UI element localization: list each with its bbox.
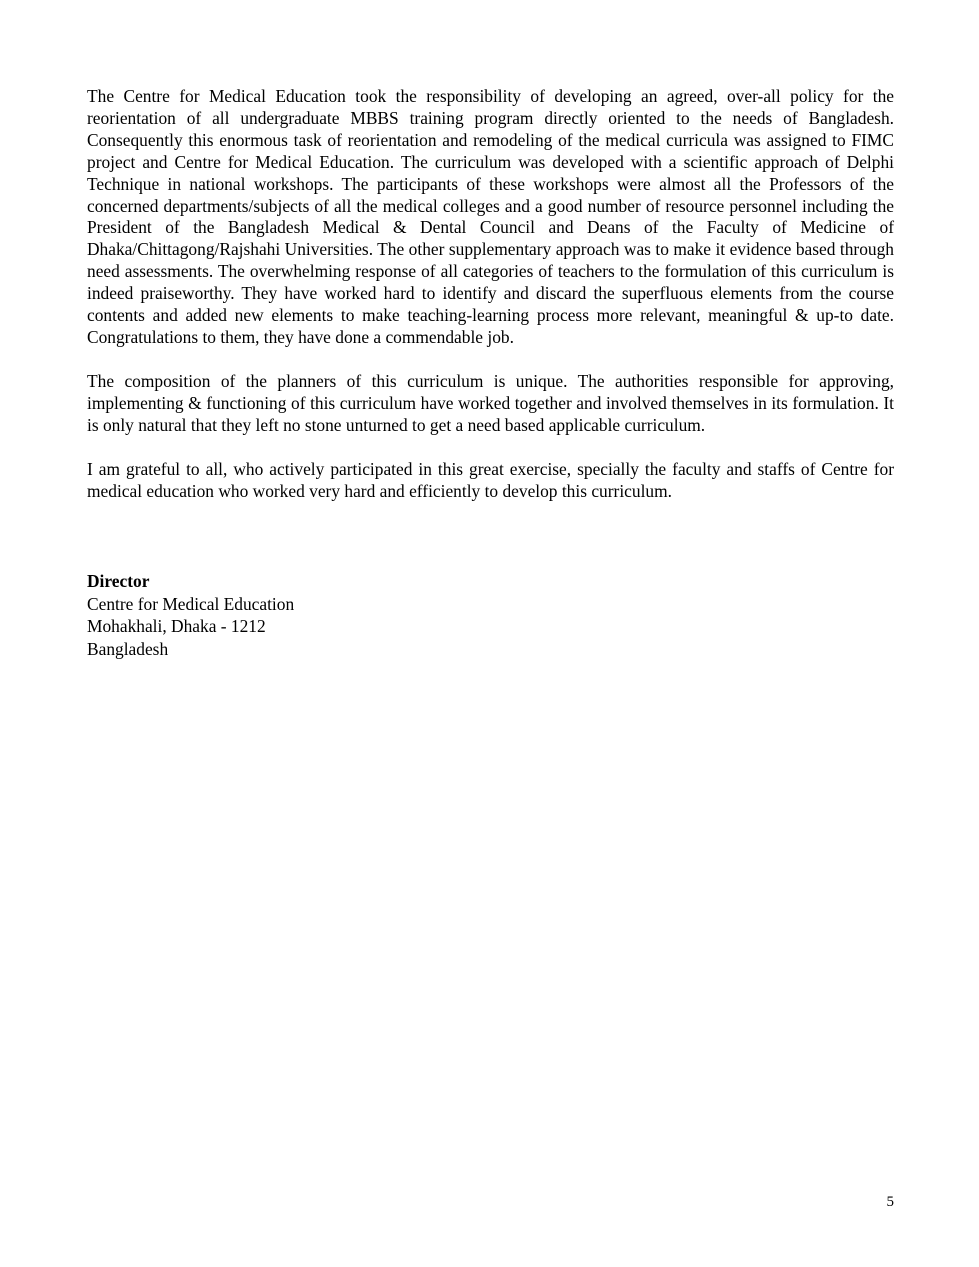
signature-address: Mohakhali, Dhaka - 1212 xyxy=(87,616,266,637)
paragraph-curriculum-development: The Centre for Medical Education took the responsibility of developing an agreed, over-all policy for the reorientation of all undergraduate MBBS training program directly oriented to the needs of Bangladesh. Consequently this enormous task of reorientation and remodeling of the medical curricula was assigned to FIMC project and Centre for Medical Education. The curriculum was developed with a scientific approach of Delphi Technique in national workshops. The participants of these workshops were almost all the Professors of the concerned departments/subjects of all the medical colleges and a good number of resource personnel including the President of the Bangladesh Medical & Dental Council and Deans of the Faculty of Medicine of Dhaka/Chittagong/Rajshahi Universities. The other supplementary approach was to make it evidence based through need assessments. The overwhelming response of all categories of teachers to the formulation of this curriculum is indeed praiseworthy. They have worked hard to identify and discard the superfluous elements from the course contents and added new elements to make teaching-learning process more relevant, meaningful & up-to date. Congratulations to them, they have done a commendable job. xyxy=(87,86,894,347)
signature-title: Director xyxy=(87,571,150,592)
signature-country: Bangladesh xyxy=(87,638,169,659)
signature-block xyxy=(87,570,894,660)
paragraph-acknowledgement: I am grateful to all, who actively participated in this great exercise, specially the faculty and staffs of Centre for medical education who worked very hard and efficiently to develop this curriculum. xyxy=(87,458,894,501)
document-page xyxy=(87,86,894,660)
page-number: 5 xyxy=(886,1194,894,1210)
paragraph-planners-composition: The composition of the planners of this curriculum is unique. The authorities responsible for approving, implementing & functioning of this curriculum have worked together and involved themselves in its formulation. It is only natural that they left no stone unturned to get a need based applicable curriculum. xyxy=(87,370,894,435)
signature-organization: Centre for Medical Education xyxy=(87,593,295,614)
